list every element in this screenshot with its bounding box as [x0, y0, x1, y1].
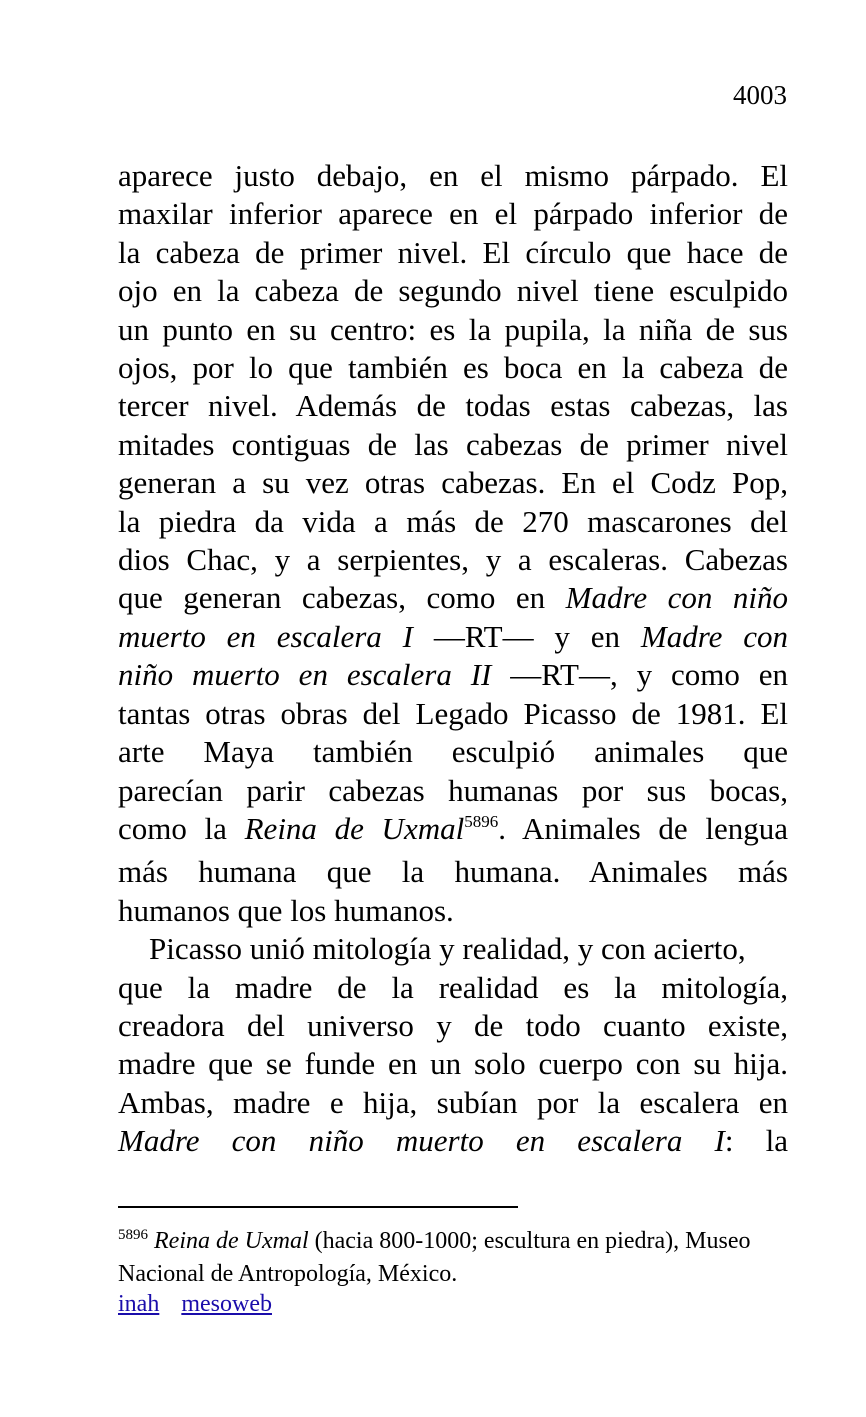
text-line: parecían parir cabezas humanas por sus bocas, [118, 772, 788, 808]
text-line: madre que se funde en un solo cuerpo con su hija. [118, 1046, 788, 1082]
artwork-title: Madre con niño [565, 580, 788, 616]
text-line: que la madre de la realidad es la mitología, [118, 969, 788, 1005]
text-line [118, 810, 788, 853]
text-line: arte Maya también esculpió animales que [118, 734, 788, 770]
link-inah[interactable]: inah [118, 1291, 160, 1317]
artwork-title: Madre con niño muerto en escalera I [118, 1123, 725, 1159]
text-line: la cabeza de primer nivel. El círculo que hace de [118, 234, 788, 270]
text-line: dios Chac, y a serpientes, y a escaleras. Cabezas [118, 542, 788, 578]
text-line: un punto en su centro: es la pupila, la niña de sus [118, 311, 788, 347]
text-line: aparece justo debajo, en el mismo párpado. El [118, 158, 788, 193]
text-run: como la [118, 810, 245, 846]
text-line: generan a su vez otras cabezas. En el Codz Pop, [118, 465, 788, 501]
footnote-reference[interactable]: 5896 [464, 811, 499, 831]
footnote-links [118, 1289, 788, 1319]
text-line: humanos que los humanos. [118, 892, 454, 928]
footnote-text: Nacional de Antropología, México. [118, 1261, 458, 1287]
text-run: . Animales de lengua [498, 810, 789, 846]
text-line: maxilar inferior aparece en el párpado inferior de [118, 196, 788, 232]
text-line: creadora del universo y de todo cuanto existe, [118, 1007, 788, 1043]
artwork-title: Reina de Uxmal [244, 810, 465, 846]
text-run: —RT— y en [412, 618, 641, 654]
artwork-title: muerto en escalera I [118, 618, 413, 654]
footnote-divider [118, 1206, 518, 1208]
footnote [118, 1226, 788, 1319]
text-line [118, 656, 788, 694]
text-line: la piedra da vida a más de 270 mascarones del [118, 503, 788, 539]
footnote-text-run: (hacia 800-1000; escultura en piedra), Museo [308, 1228, 751, 1254]
page-number: 4003 [733, 80, 787, 110]
text-line: mitades contiguas de las cabezas de primer nivel [118, 426, 788, 462]
footnote-number: 5896 [118, 1227, 148, 1243]
body-text [118, 157, 788, 1161]
text-line: ojo en la cabeza de segundo nivel tiene esculpido [118, 273, 788, 309]
text-run: —RT—, y como en [491, 657, 788, 693]
text-line: Picasso unió mitología y realidad, y con acierto, [149, 931, 746, 967]
text-run: : la [724, 1123, 788, 1159]
text-line: Ambas, madre e hija, subían por la escalera en [118, 1084, 788, 1120]
link-mesoweb[interactable]: mesoweb [181, 1291, 272, 1317]
footnote-title: Reina de Uxmal [154, 1228, 309, 1254]
text-line [118, 618, 788, 656]
artwork-title: niño muerto en escalera II [118, 657, 492, 693]
footnote-text [118, 1226, 788, 1259]
text-line: tercer nivel. Además de todas estas cabezas, las [118, 388, 788, 424]
text-run: que generan cabezas, como en [118, 580, 566, 616]
text-line [118, 579, 788, 617]
paragraph-1 [118, 157, 788, 930]
text-line: ojos, por lo que también es boca en la cabeza de [118, 350, 788, 386]
text-line [118, 1122, 788, 1160]
paragraph-2 [118, 930, 788, 1160]
text-line: tantas otras obras del Legado Picasso de 1981. El [118, 695, 788, 731]
artwork-title: Madre con [640, 618, 788, 654]
text-line: más humana que la humana. Animales más [118, 854, 788, 890]
